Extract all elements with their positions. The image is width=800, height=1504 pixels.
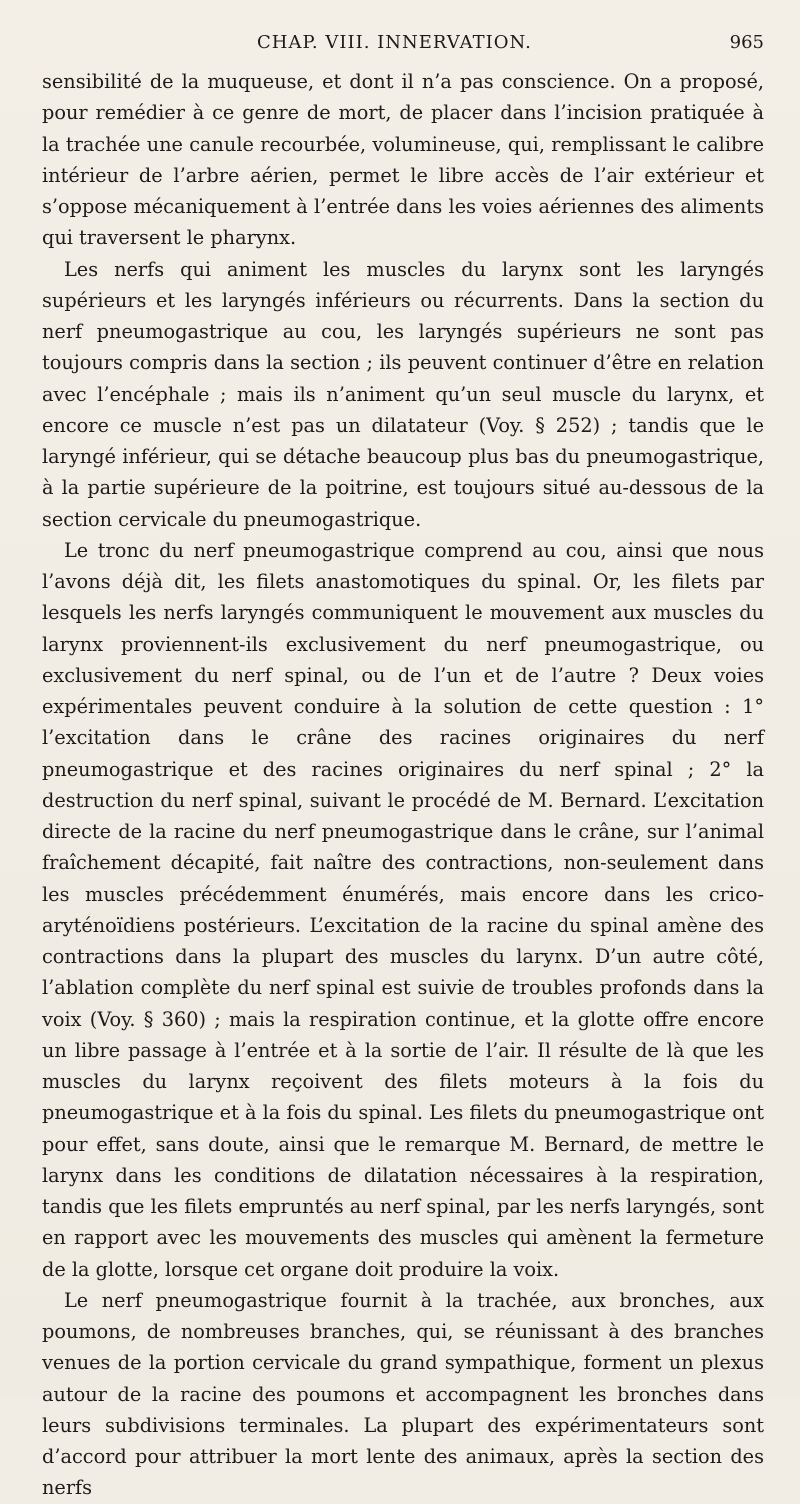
running-header [42,26,764,66]
paragraph-laryngeal-nerves: Les nerfs qui animent les muscles du larynx sont les laryngés supérieurs et les laryngés inférieurs ou récurrents. Dans la section du nerf pneumogastrique au cou, les laryngés supérieurs ne sont pas toujours compris dans la section ; ils peuvent continuer d’être en relation avec l’encéphale ; mais ils n’animent qu’un seul muscle du larynx, et encore ce muscle n’est pas un dilatateur (Voy. § 252) ; tandis que le laryngé inférieur, qui se détache beaucoup plus bas du pneumogastrique, à la partie supérieure de la poitrine, est toujours situé au-dessous de la section cervicale du pneumogastrique. [42,257,764,531]
page-number: 965 [729,32,764,53]
page-body-text [42,66,764,1504]
chapter-title: CHAP. VIII. INNERVATION. [257,32,532,53]
paragraph-continuation: sensibilité de la muqueuse, et dont il n’a pas conscience. On a proposé, pour remédier à ce genre de mort, de placer dans l’incision pratiquée à la trachée une canule recourbée, volumineuse, qui, remplissant le calibre intérieur de l’arbre aérien, permet le libre accès de l’air extérieur et s’oppose mécaniquement à l’entrée dans les voies aériennes des aliments qui traversent le pharynx. [42,70,764,250]
paragraph-pulmonary-branches: Le nerf pneumogastrique fournit à la trachée, aux bronches, aux poumons, de nombreuses branches, qui, se réunissant à des branches venues de la portion cervicale du grand sympathique, forment un plexus autour de la racine des poumons et accompagnent les bronches dans leurs subdivisions terminales. La plupart des expérimentateurs sont d’accord pour attribuer la mort lente des animaux, après la section des nerfs [42,1288,764,1500]
paragraph-pneumogastric-trunk: Le tronc du nerf pneumogastrique comprend au cou, ainsi que nous l’avons déjà dit, les filets anastomotiques du spinal. Or, les filets par lesquels les nerfs laryngés communiquent le mouvement aux muscles du larynx proviennent-ils exclusivement du nerf pneumogastrique, ou exclusivement du nerf spinal, ou de l’un et de l’autre ? Deux voies expérimentales peuvent conduire à la solution de cette question : 1° l’excitation dans le crâne des racines originaires du nerf pneumogastrique et des racines originaires du nerf spinal ; 2° la destruction du nerf spinal, suivant le procédé de M. Bernard. L’excitation directe de la racine du nerf pneumogastrique dans le crâne, sur l’animal fraîchement décapité, fait naître des contractions, non-seulement dans les muscles précédemment énumérés, mais encore dans les crico-aryténoïdiens postérieurs. L’excitation de la racine du spinal amène des contractions dans la plupart des muscles du larynx. D’un autre côté, l’ablation complète du nerf spinal est suivie de troubles profonds dans la voix (Voy. § 360) ; mais la respiration continue, et la glotte offre encore un libre passage à l’entrée et à la sortie de l’air. Il résulte de là que les muscles du larynx reçoivent des filets moteurs à la fois du pneumogastrique et à la fois du spinal. Les filets du pneumogastrique ont pour effet, sans doute, ainsi que le remarque M. Bernard, de mettre le larynx dans les conditions de dilatation nécessaires à la respiration, tandis que les filets empruntés au nerf spinal, par les nerfs laryngés, sont en rapport avec les mouvements des muscles qui amènent la fermeture de la glotte, lorsque cet organe doit produire la voix. [42,538,764,1281]
